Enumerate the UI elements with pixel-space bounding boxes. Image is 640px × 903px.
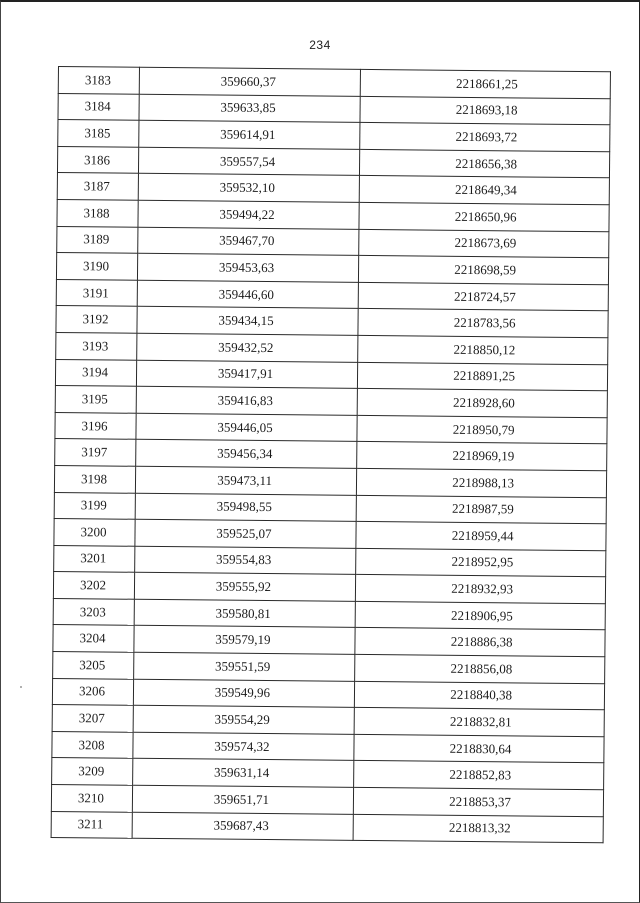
point-number-cell: 3208 [52, 731, 133, 758]
y-coordinate-cell: 2218724,57 [358, 282, 608, 311]
point-number-cell: 3194 [55, 359, 136, 386]
point-number-cell: 3184 [58, 93, 139, 120]
y-coordinate-cell: 2218698,59 [359, 256, 609, 285]
point-number-cell: 3188 [57, 199, 138, 226]
y-coordinate-cell: 2218693,18 [360, 96, 610, 125]
point-number-cell: 3201 [54, 545, 135, 572]
x-coordinate-cell: 359434,15 [137, 307, 358, 336]
table-row [51, 811, 603, 843]
x-coordinate-cell: 359494,22 [138, 200, 359, 229]
y-coordinate-cell: 2218932,93 [355, 575, 605, 604]
x-coordinate-cell: 359473,11 [135, 466, 356, 495]
x-coordinate-cell: 359660,37 [139, 67, 360, 96]
scan-speck [20, 686, 22, 688]
x-coordinate-cell: 359532,10 [138, 174, 359, 203]
page-number: 234 [309, 38, 331, 52]
x-coordinate-cell: 359549,96 [133, 679, 354, 708]
point-number-cell: 3190 [56, 253, 137, 280]
y-coordinate-cell: 2218813,32 [353, 814, 603, 843]
x-coordinate-cell: 359417,91 [136, 360, 357, 389]
coordinates-table [51, 66, 611, 843]
x-coordinate-cell: 359551,59 [133, 652, 354, 681]
point-number-cell: 3187 [57, 173, 138, 200]
point-number-cell: 3206 [52, 678, 133, 705]
y-coordinate-cell: 2218959,44 [356, 521, 606, 550]
point-number-cell: 3195 [55, 386, 136, 413]
point-number-cell: 3202 [53, 572, 134, 599]
point-number-cell: 3205 [53, 652, 134, 679]
x-coordinate-cell: 359614,91 [139, 120, 360, 149]
y-coordinate-cell: 2218661,25 [360, 69, 610, 98]
y-coordinate-cell: 2218969,19 [357, 442, 607, 471]
point-number-cell: 3204 [53, 625, 134, 652]
y-coordinate-cell: 2218950,79 [357, 415, 607, 444]
x-coordinate-cell: 359631,14 [132, 759, 353, 788]
point-number-cell: 3209 [52, 758, 133, 785]
x-coordinate-cell: 359453,63 [137, 253, 358, 282]
y-coordinate-cell: 2218832,81 [354, 708, 604, 737]
x-coordinate-cell: 359554,83 [135, 546, 356, 575]
y-coordinate-cell: 2218988,13 [356, 468, 606, 497]
x-coordinate-cell: 359525,07 [135, 519, 356, 548]
y-coordinate-cell: 2218952,95 [356, 548, 606, 577]
y-coordinate-cell: 2218830,64 [354, 734, 604, 763]
point-number-cell: 3189 [57, 226, 138, 253]
x-coordinate-cell: 359574,32 [133, 732, 354, 761]
point-number-cell: 3211 [51, 811, 132, 838]
x-coordinate-cell: 359554,29 [133, 706, 354, 735]
point-number-cell: 3183 [58, 67, 139, 94]
point-number-cell: 3198 [54, 465, 135, 492]
x-coordinate-cell: 359467,70 [138, 227, 359, 256]
point-number-cell: 3197 [55, 439, 136, 466]
point-number-cell: 3210 [51, 785, 132, 812]
point-number-cell: 3191 [56, 279, 137, 306]
coordinates-table-body [51, 67, 610, 843]
y-coordinate-cell: 2218891,25 [357, 362, 607, 391]
x-coordinate-cell: 359416,83 [136, 386, 357, 415]
point-number-cell: 3199 [54, 492, 135, 519]
y-coordinate-cell: 2218649,34 [359, 176, 609, 205]
y-coordinate-cell: 2218673,69 [359, 229, 609, 258]
x-coordinate-cell: 359557,54 [138, 147, 359, 176]
x-coordinate-cell: 359555,92 [134, 573, 355, 602]
point-number-cell: 3203 [53, 598, 134, 625]
y-coordinate-cell: 2218850,12 [358, 335, 608, 364]
x-coordinate-cell: 359579,19 [134, 626, 355, 655]
y-coordinate-cell: 2218656,38 [360, 149, 610, 178]
y-coordinate-cell: 2218853,37 [353, 787, 603, 816]
point-number-cell: 3193 [56, 332, 137, 359]
x-coordinate-cell: 359580,81 [134, 599, 355, 628]
x-coordinate-cell: 359446,60 [137, 280, 358, 309]
point-number-cell: 3207 [52, 705, 133, 732]
y-coordinate-cell: 2218928,60 [357, 389, 607, 418]
y-coordinate-cell: 2218783,56 [358, 309, 608, 338]
y-coordinate-cell: 2218650,96 [359, 202, 609, 231]
point-number-cell: 3192 [56, 306, 137, 333]
x-coordinate-cell: 359456,34 [136, 440, 357, 469]
point-number-cell: 3200 [54, 519, 135, 546]
x-coordinate-cell: 359633,85 [139, 94, 360, 123]
point-number-cell: 3196 [55, 412, 136, 439]
x-coordinate-cell: 359446,05 [136, 413, 357, 442]
point-number-cell: 3186 [57, 146, 138, 173]
y-coordinate-cell: 2218886,38 [355, 628, 605, 657]
y-coordinate-cell: 2218840,38 [354, 681, 604, 710]
x-coordinate-cell: 359651,71 [132, 785, 353, 814]
point-number-cell: 3185 [58, 120, 139, 147]
x-coordinate-cell: 359498,55 [135, 493, 356, 522]
y-coordinate-cell: 2218852,83 [354, 761, 604, 790]
x-coordinate-cell: 359687,43 [132, 812, 353, 841]
y-coordinate-cell: 2218693,72 [360, 123, 610, 152]
x-coordinate-cell: 359432,52 [137, 333, 358, 362]
y-coordinate-cell: 2218856,08 [355, 654, 605, 683]
y-coordinate-cell: 2218906,95 [355, 601, 605, 630]
y-coordinate-cell: 2218987,59 [356, 495, 606, 524]
